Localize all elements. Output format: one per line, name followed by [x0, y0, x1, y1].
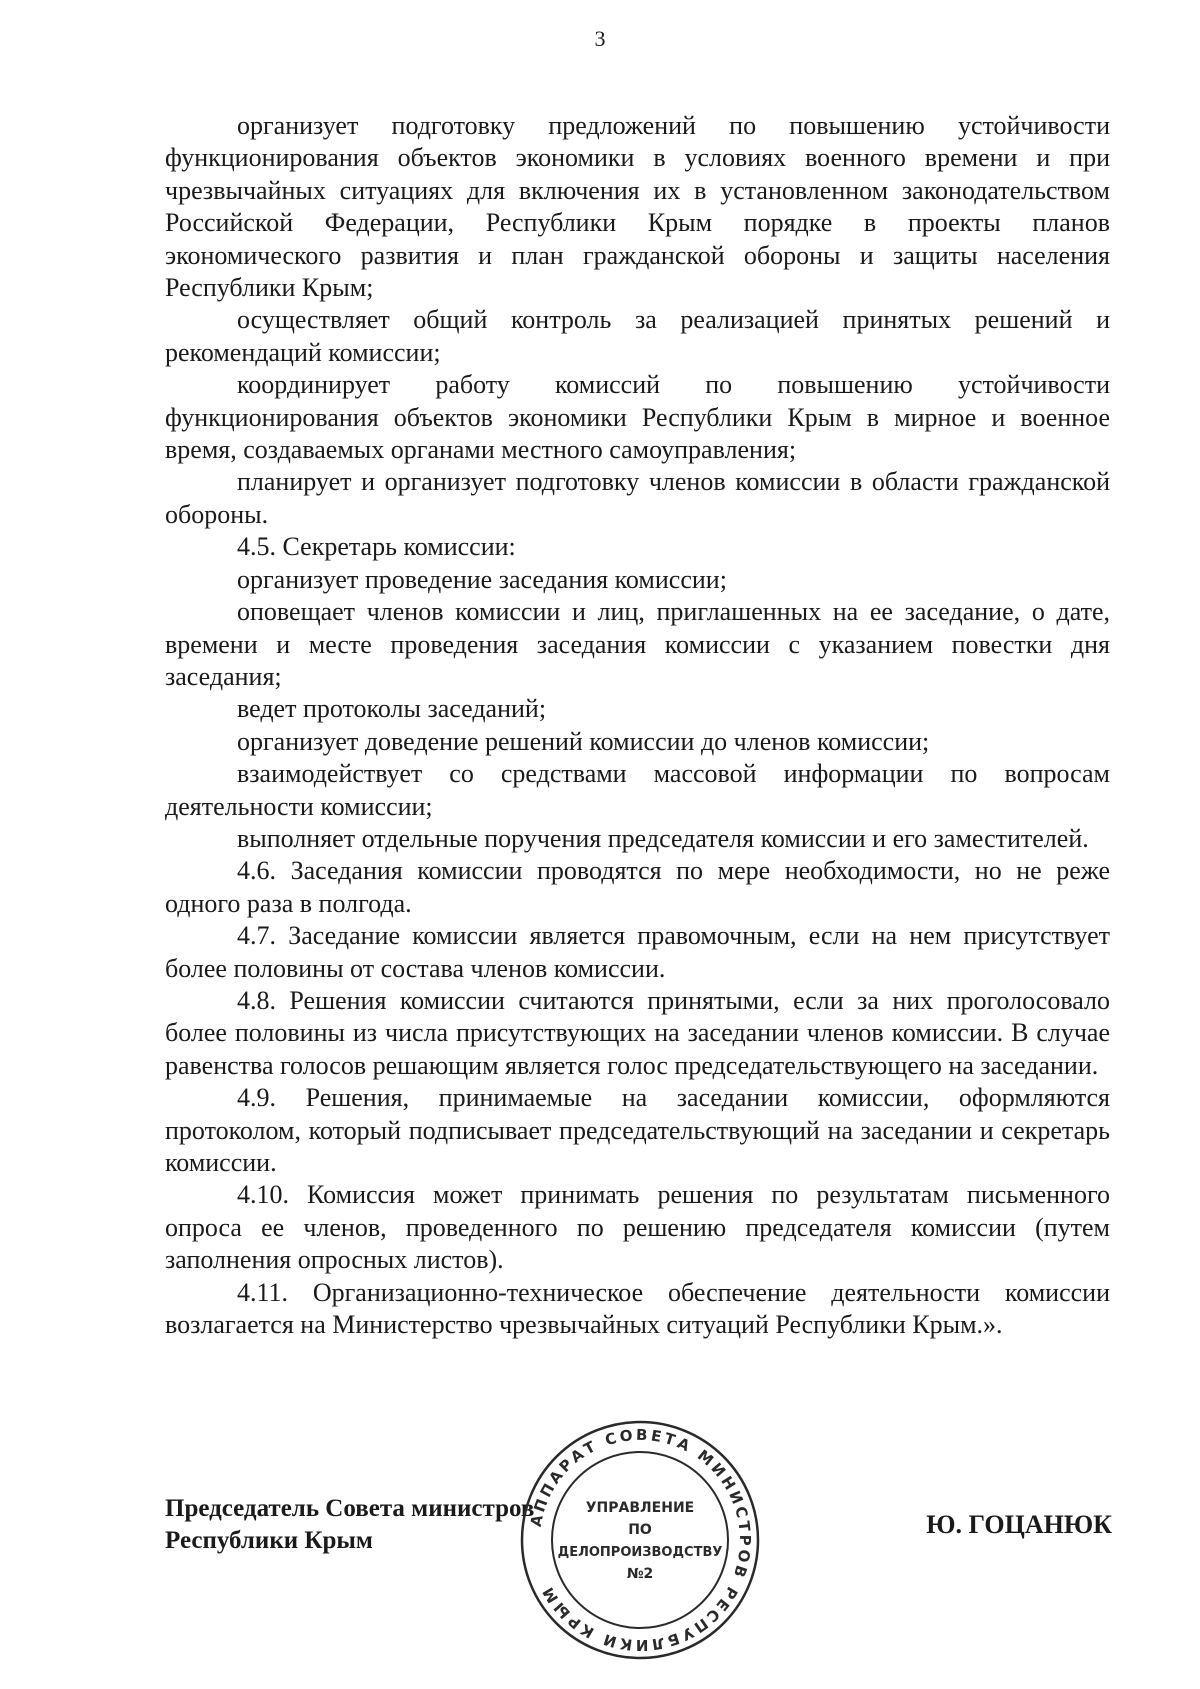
paragraph: ведет протоколы заседаний; — [237, 694, 547, 724]
stamp-line2: ПО — [628, 1522, 652, 1538]
stamp-inner-ring — [552, 1452, 728, 1628]
signatory-title-line1: Председатель Совета министров — [165, 1495, 535, 1522]
paragraph: организует подготовку предложений по повышению устойчивости функционирования объектов экономики в условиях военного времени и при чрезвычайных ситуациях для включения их в установленном законодательством Российской Федерации, Республики Крым порядке в проекты планов экономического развития и план гражданской обороны и защиты населения Республики Крым; — [165, 111, 1110, 303]
official-stamp — [510, 1420, 770, 1660]
clause-4-9: 4.9. Решения, принимаемые на заседании комиссии, оформляются протоколом, который подписывает председательствующий на заседании и секретарь комиссии. — [165, 1083, 1110, 1177]
stamp-ring-text: АППАРАТ СОВЕТА МИНИСТРОВ РЕСПУБЛИКИ КРЫМ — [526, 1425, 755, 1655]
signatory-name: Ю. ГОЦАНЮК — [926, 1510, 1112, 1539]
signatory-title-line2: Республики Крым — [165, 1527, 373, 1554]
clause-4-10: 4.10. Комиссия может принимать решения по результатам письменного опроса ее членов, проведенного по решению председателя комиссии (путем заполнения опросных листов). — [165, 1180, 1110, 1275]
signatory-title — [165, 1493, 534, 1557]
paragraph: планирует и организует подготовку членов комиссии в области гражданской обороны. — [165, 467, 1110, 529]
page-number: 3 — [594, 26, 606, 51]
stamp-line4: №2 — [626, 1566, 654, 1582]
paragraph: организует проведение заседания комиссии; — [237, 564, 727, 594]
stamp-seal-icon — [510, 1420, 770, 1660]
clause-4-6: 4.6. Заседания комиссии проводятся по мере необходимости, но не реже одного раза в полгода. — [165, 856, 1110, 918]
paragraph: взаимодействует со средствами массовой информации по вопросам деятельности комиссии; — [165, 759, 1110, 821]
clause-4-7: 4.7. Заседание комиссии является правомочным, если на нем присутствует более половины от состава членов комиссии. — [165, 921, 1110, 983]
paragraph: осуществляет общий контроль за реализацией принятых решений и рекомендаций комиссии; — [165, 305, 1110, 367]
stamp-outer-ring — [522, 1422, 758, 1658]
document-body — [165, 110, 1110, 1341]
clause-4-11: 4.11. Организационно-техническое обеспечение деятельности комиссии возлагается на Министерство чрезвычайных ситуаций Республики Крым.». — [165, 1277, 1110, 1340]
section-heading-4-5: 4.5. Секретарь комиссии: — [237, 532, 516, 562]
clause-4-8: 4.8. Решения комиссии считаются принятыми, если за них проголосовало более половины из числа присутствующих на заседании членов комиссии. В случае равенства голосов решающим является голос председательствующего на заседании. — [165, 985, 1110, 1080]
stamp-line3: ДЕЛОПРОИЗВОДСТВУ — [557, 1545, 723, 1560]
paragraph: выполняет отдельные поручения председателя комиссии и его заместителей. — [237, 823, 1089, 853]
paragraph: оповещает членов комиссии и лиц, приглашенных на ее заседание, о дате, времени и месте проведения заседания комиссии с указанием повестки дня заседания; — [165, 597, 1110, 691]
stamp-line1: УПРАВЛЕНИЕ — [585, 1500, 695, 1516]
paragraph: координирует работу комиссий по повышению устойчивости функционирования объектов экономики Республики Крым в мирное и военное время, создаваемых органами местного самоуправления; — [165, 370, 1110, 465]
paragraph: организует доведение решений комиссии до членов комиссии; — [237, 726, 930, 756]
